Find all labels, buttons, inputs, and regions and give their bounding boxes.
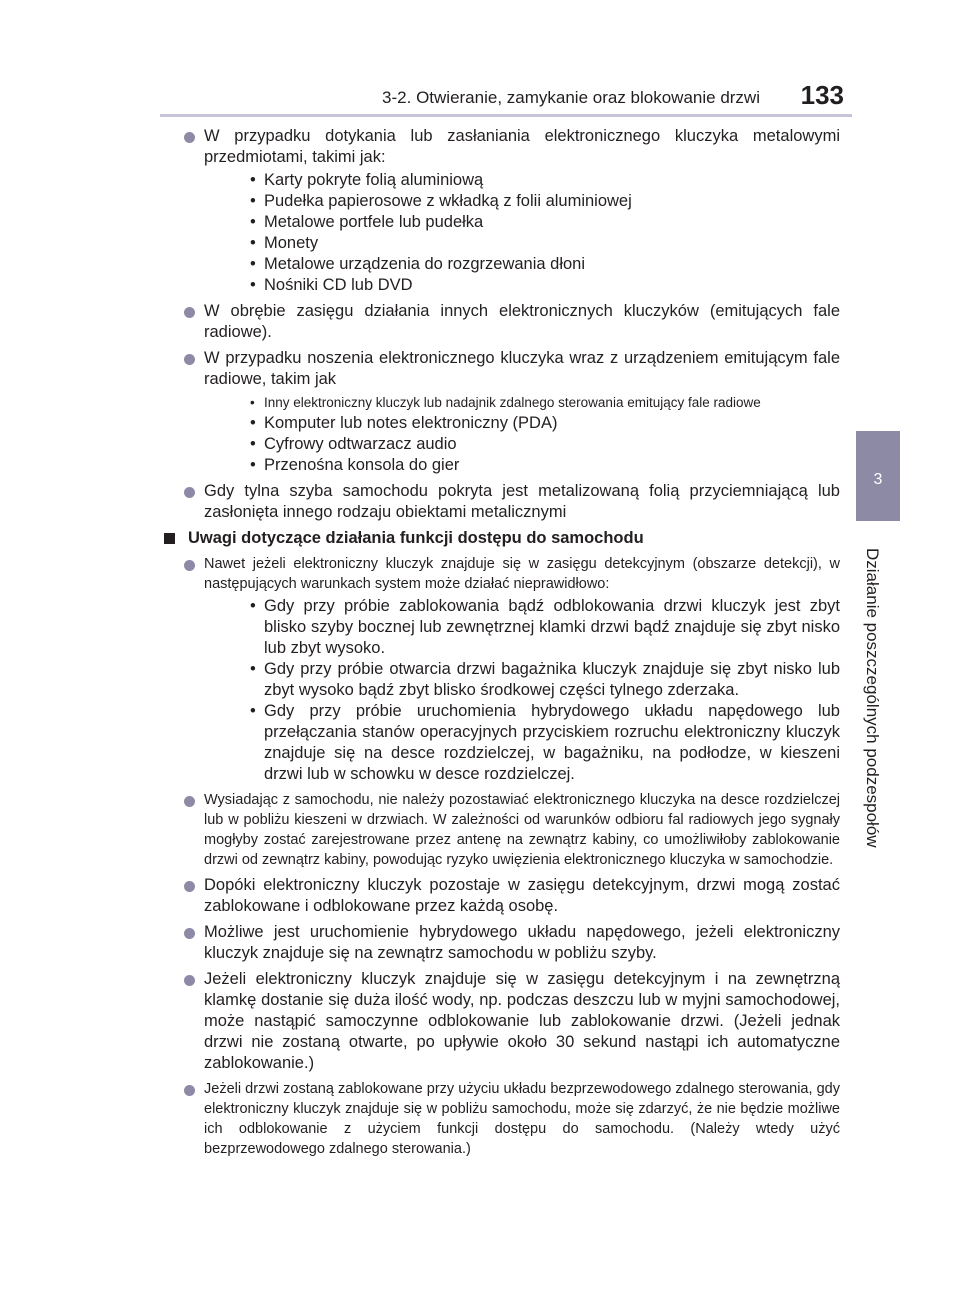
bullet-item	[160, 126, 840, 296]
bullet-dot-icon	[184, 132, 195, 143]
bullet-item	[160, 554, 840, 785]
bullet-text: Jeżeli elektroniczny kluczyk znajduje się w zasięgu detekcyjnym i na zewnętrzną klamkę dostanie się duża ilość wody, np. podczas deszczu lub w myjni samochodowej, może nastąpić samoczynne odblokowanie lub zablokowanie drzwi. (Jeżeli jednak drzwi nie zostaną otwarte, po upływie około 30 sekund nastąpi ich automatyczne zablokowanie.)	[204, 970, 840, 1072]
page-content	[160, 126, 840, 1164]
bullet-text: W przypadku dotykania lub zasłaniania elektronicznego kluczyka metalowymi przedmiotami, takimi jak:	[204, 127, 840, 166]
bullet-text: Możliwe jest uruchomienie hybrydowego układu napędowego, jeżeli elektroniczny kluczyk znajduje się na zewnątrz samochodu w pobliżu szyby.	[204, 923, 840, 962]
bullet-text: Dopóki elektroniczny kluczyk pozostaje w zasięgu detekcyjnym, drzwi mogą zostać zablokowane i odblokowane przez każdą osobę.	[204, 876, 840, 915]
list-item: • Gdy przy próbie otwarcia drzwi bagażnika kluczyk znajduje się zbyt nisko lub zbyt wysoko bądź zbyt blisko środkowej części tylnego zderzaka.	[250, 660, 840, 699]
list-item: • Nośniki CD lub DVD	[250, 276, 413, 294]
list-item: • Metalowe portfele lub pudełka	[250, 213, 484, 231]
list-item: • Przenośna konsola do gier	[250, 456, 460, 474]
bullet-dot-icon	[184, 928, 195, 939]
list-item: • Inny elektroniczny kluczyk lub nadajnik zdalnego sterowania emitujący fale radiowe	[250, 395, 761, 410]
page-number: 133	[800, 80, 844, 110]
list-item: • Monety	[250, 234, 319, 252]
bullet-dot-icon	[184, 796, 195, 807]
bullet-item	[160, 875, 840, 917]
bullet-item	[160, 790, 840, 870]
sub-list	[204, 170, 840, 296]
list-item: • Komputer lub notes elektroniczny (PDA)	[250, 414, 558, 432]
list-item: • Gdy przy próbie zablokowania bądź odblokowania drzwi kluczyk jest zbyt blisko szyby bocznej lub zewnętrznej klamki drzwi bądź znajduje się zbyt nisko lub zbyt wysoko.	[250, 597, 840, 657]
bullet-text: W obrębie zasięgu działania innych elektronicznych kluczyków (emitujących fale radiowe).	[204, 302, 840, 341]
bullet-dot-icon	[184, 560, 195, 571]
header-rule	[160, 114, 852, 117]
list-item: • Cyfrowy odtwarzacz audio	[250, 435, 457, 453]
chapter-label: Działanie poszczególnych podzespołów	[863, 548, 882, 848]
bullet-dot-icon	[184, 354, 195, 365]
bullet-item	[160, 348, 840, 476]
sub-list	[204, 596, 840, 785]
list-item: • Pudełka papierosowe z wkładką z folii aluminiowej	[250, 192, 632, 210]
list-item: • Gdy przy próbie uruchomienia hybrydowego układu napędowego lub przełączania stanów operacyjnych przyciskiem rozruchu elektroniczny kluczyk znajduje się na desce rozdzielczej, w bagażniku, na podłodze, w kieszeni drzwi lub w schowku w desce rozdzielczej.	[250, 702, 840, 783]
section-heading: Uwagi dotyczące działania funkcji dostępu do samochodu	[160, 528, 840, 549]
bullet-item	[160, 481, 840, 523]
list-item: • Metalowe urządzenia do rozgrzewania dłoni	[250, 255, 586, 273]
chapter-label-container	[862, 548, 892, 868]
chapter-number: 3	[873, 471, 883, 488]
bullet-dot-icon	[184, 881, 195, 892]
bullet-item	[160, 922, 840, 964]
list-item: • Karty pokryte folią aluminiową	[250, 171, 484, 189]
bullet-dot-icon	[184, 975, 195, 986]
bullet-text: Jeżeli drzwi zostaną zablokowane przy użyciu układu bezprzewodowego zdalnego sterowania, gdy elektroniczny kluczyk znajduje się w pobliżu samochodu, może się zdarzyć, że nie będzie możliwe ich odblokowanie z użyciem funkcji dostępu do samochodu. (Należy wtedy użyć bezprzewodowego zdalnego sterowania.)	[204, 1081, 840, 1157]
page-header	[160, 80, 848, 114]
bullet-item	[160, 301, 840, 343]
chapter-tab	[856, 431, 900, 521]
header-title: 3-2. Otwieranie, zamykanie oraz blokowanie drzwi	[382, 88, 760, 107]
bullet-item	[160, 1079, 840, 1159]
bullet-text: Wysiadając z samochodu, nie należy pozostawiać elektronicznego kluczyka na desce rozdzielczej lub w pobliżu kieszeni w drzwiach. W zależności od warunków odbioru fal radiowych jego sygnały mogłyby zostać zarejestrowane przez antenę na zewnątrz kabiny, co umożliwiłoby zablokowanie drzwi od zewnątrz kabiny, powodując ryzyko uwięzienia elektronicznego kluczyka w samochodzie.	[204, 792, 840, 868]
bullet-text: W przypadku noszenia elektronicznego kluczyka wraz z urządzeniem emitującym fale radiowe, takim jak	[204, 349, 840, 388]
bullet-dot-icon	[184, 1085, 195, 1096]
sub-list	[204, 392, 840, 476]
bullet-text: Gdy tylna szyba samochodu pokryta jest metalizowaną folią przyciemniającą lub zasłonięta innego rodzaju obiektami metalicznymi	[204, 482, 840, 521]
square-bullet-icon	[164, 533, 175, 544]
bullet-item	[160, 969, 840, 1074]
bullet-dot-icon	[184, 487, 195, 498]
bullet-dot-icon	[184, 307, 195, 318]
bullet-text: Nawet jeżeli elektroniczny kluczyk znajduje się w zasięgu detekcyjnym (obszarze detekcji), w następujących warunkach system może działać nieprawidłowo:	[204, 556, 840, 592]
